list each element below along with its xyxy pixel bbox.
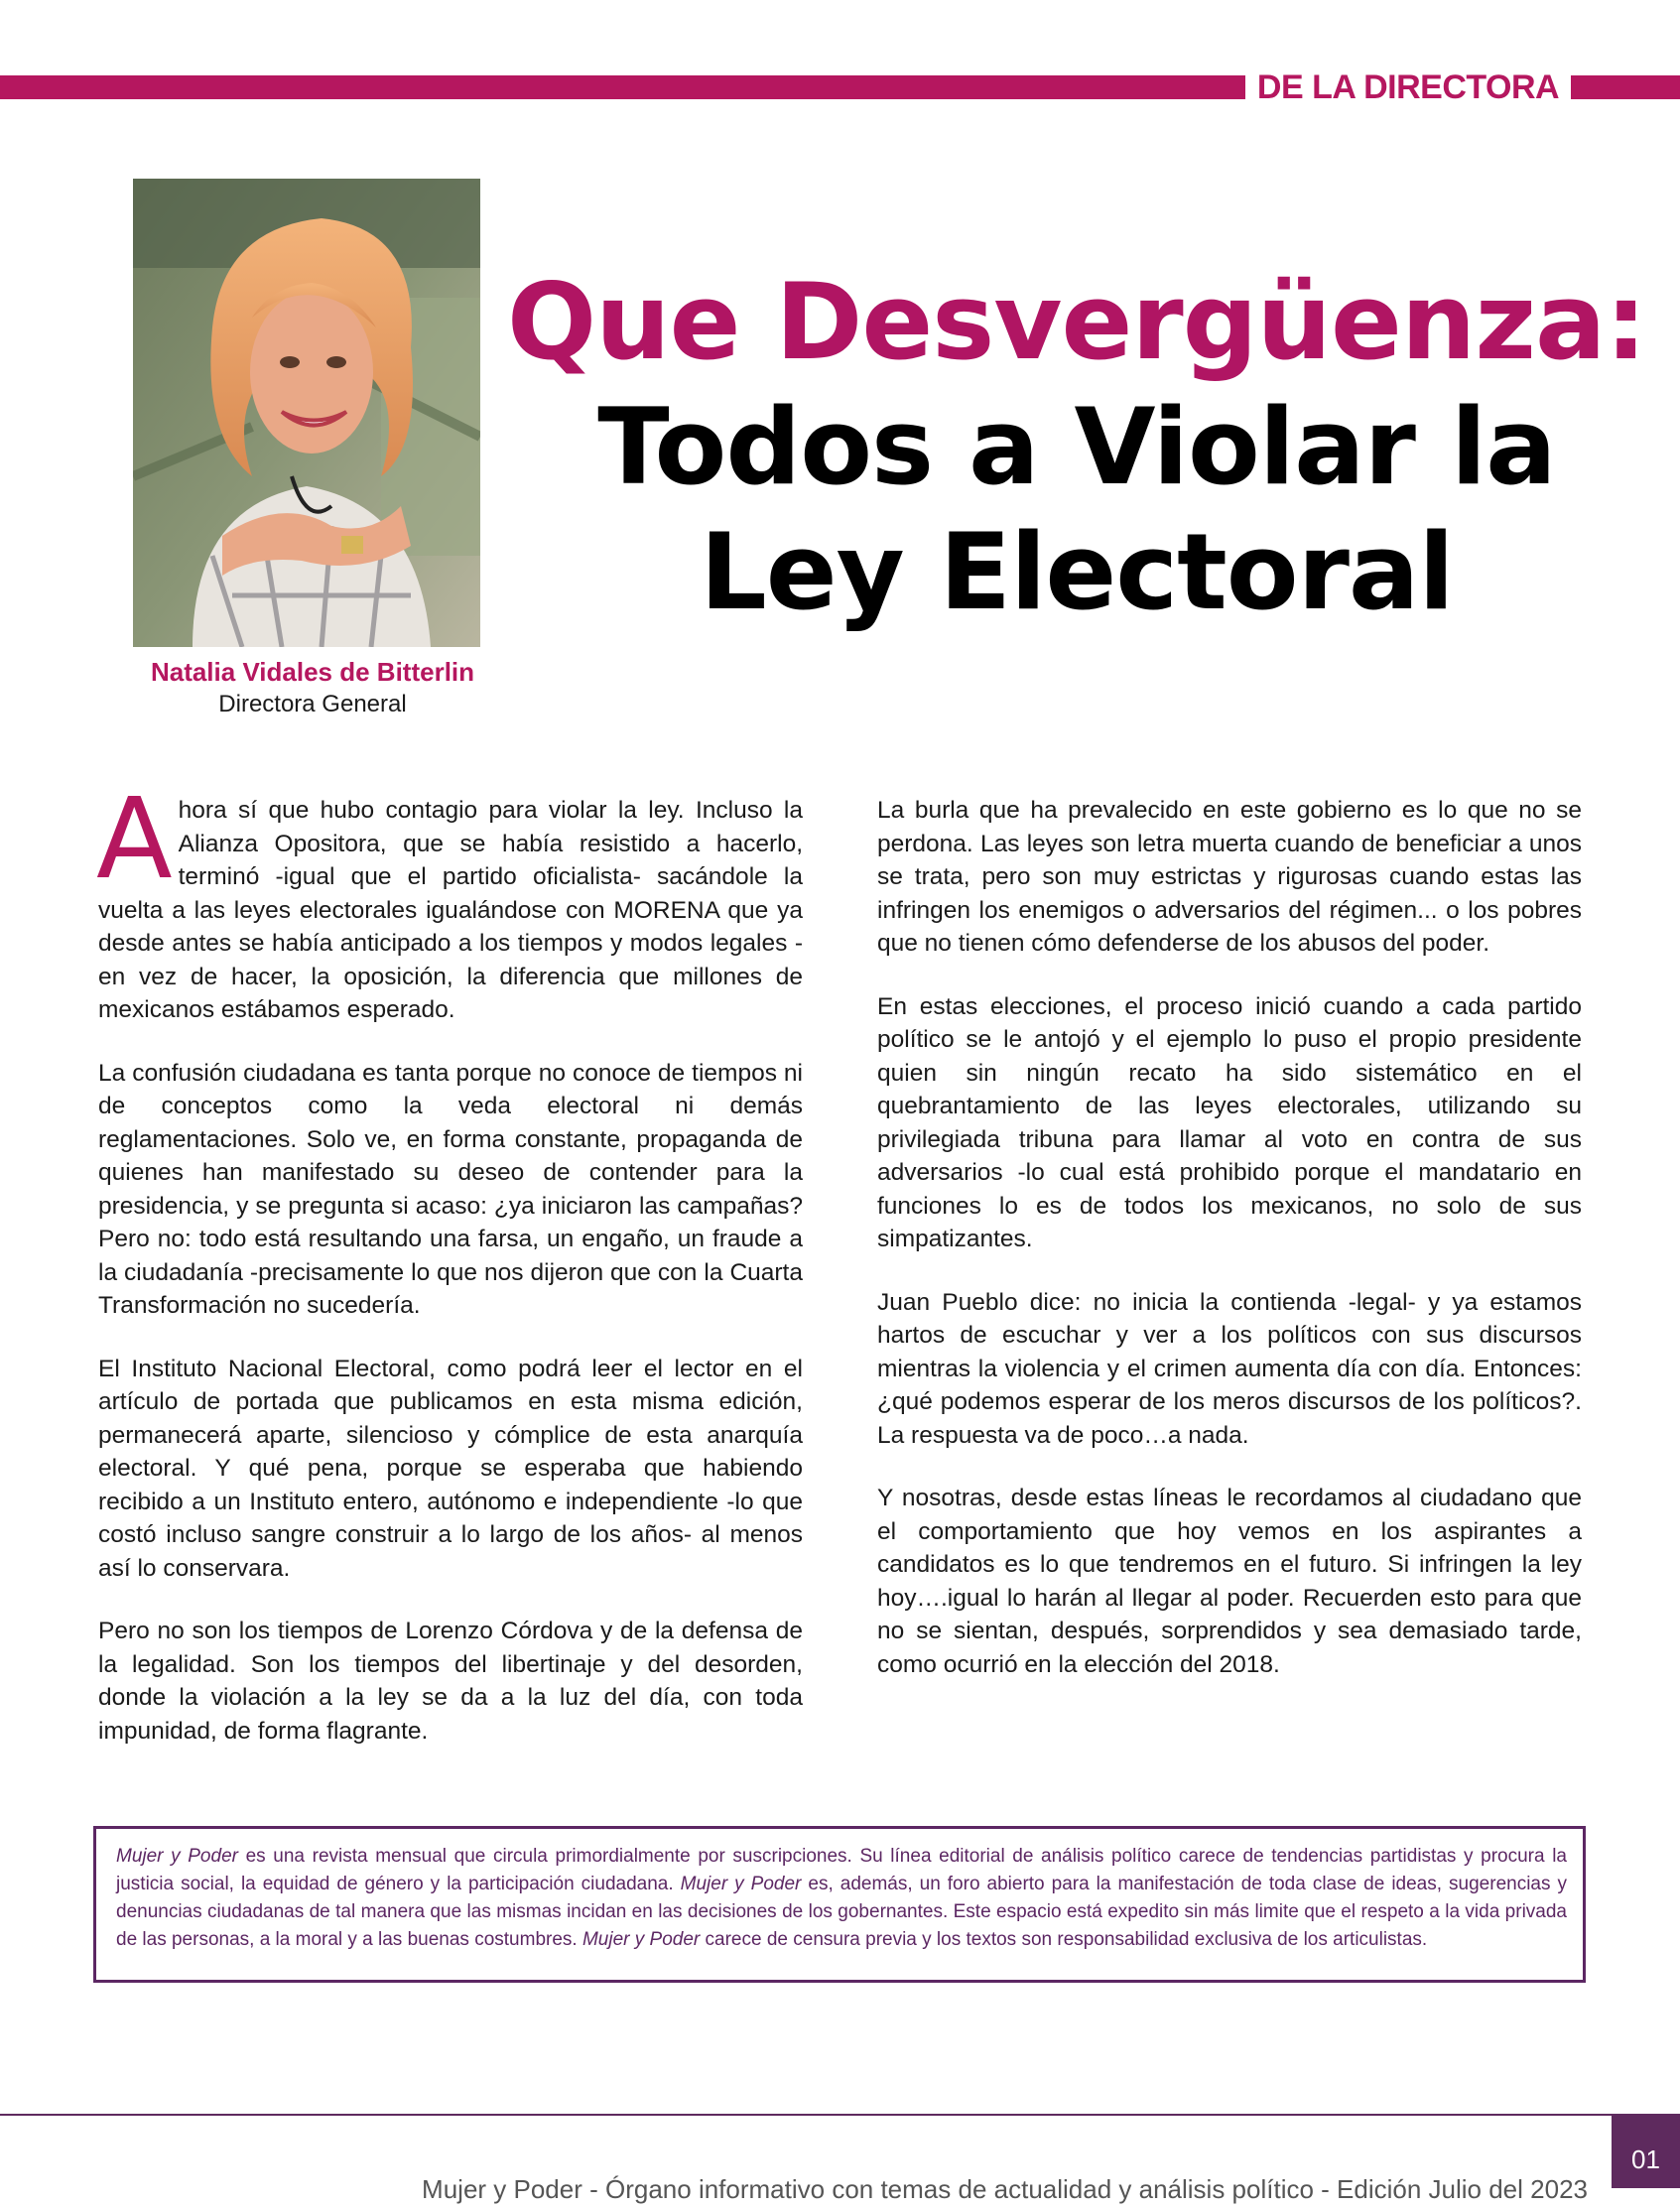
note-text: es, además, un foro abierto para la manifestación de toda clase de ideas, sugerencias y denuncias ciudadanas de tal manera que las mismas incidan en las decisiones de los gobernantes. Este espacio está expedito sin más limite que el respeto a la vida privada de las personas, a la moral y a las buenas costumbres. (116, 1874, 1567, 1950)
brand-name: Mujer y Poder (582, 1929, 701, 1950)
article-paragraph: Juan Pueblo dice: no inicia la contienda -legal- y ya estamos hartos de escuchar y ver a los políticos con sus discursos mientras la violencia y el crimen aumenta día con día. Entonces: ¿qué podemos esperar de los meros discursos de los políticos?. La respuesta va de poco…a nada. (877, 1288, 1582, 1449)
note-text: es una revista mensual que circula primordialmente por suscripciones. Su línea editorial de análisis político carece de tendencias partidistas y procura la justicia social, la equidad de género y la participación ciudadana. (116, 1846, 1567, 1894)
author-role: Directora General (218, 691, 407, 717)
header-rule-right (1571, 75, 1680, 99)
article-paragraph: Pero no son los tiempos de Lorenzo Córdova y de la defensa de la legalidad. Son los tiempos del libertinaje y del desorden, donde la violación a la ley se da a la luz del día, con toda impunidad, de forma flagrante. (98, 1618, 803, 1745)
article-title (496, 260, 1657, 635)
article-paragraph: En estas elecciones, el proceso inició cuando a cada partido político se le antojó y el ejemplo lo puso el propio presidente quien sin ningún recato ha sido sistemático en el quebrantamiento de las leyes electorales, utilizando su privilegiada tribuna para llamar al voto en contra de sus adversarios -lo cual está prohibido porque el mandatario en funciones lo es de todos los mexicanos, no solo de sus simpatizantes. (877, 992, 1582, 1252)
page-number-box (1612, 2114, 1680, 2188)
author-photo (133, 179, 480, 647)
author-portrait-icon (133, 179, 480, 647)
paragraph-text: hora sí que hubo contagio para violar la ley. Incluso la Alianza Opositora, que se había resistido a hacerlo, terminó -igual que el partido oficialista- sacándole la vuelta a las leyes electorales igualándose con MORENA que ya desde antes se había anticipado a los tiempos y modos legales -en vez de hacer, la oposición, la diferencia que millones de mexicanos estábamos esperado. (98, 797, 803, 1023)
article-column-right (877, 794, 1582, 1711)
article-paragraph: Y nosotras, desde estas líneas le recordamos al ciudadano que el comportamiento que hoy vemos en los aspirantes a candidatos es lo que tendremos en el futuro. Si infringen la ley hoy….igual lo harán al llegar al poder. Recuerden esto para que no se sientan, después, sorprendidos y sea demasiado tarde, como ocurrió en la elección del 2018. (877, 1485, 1582, 1678)
header-rule-left (0, 75, 1245, 99)
article-column-left (96, 775, 803, 1777)
note-text: carece de censura previa y los textos son responsabilidad exclusiva de los articulistas. (700, 1929, 1428, 1950)
drop-cap: A (96, 775, 173, 904)
title-line-2: Todos a Violar la (597, 386, 1556, 508)
footer-rule (0, 2114, 1612, 2116)
editorial-note-box (93, 1826, 1586, 1983)
title-line-3: Ley Electoral (700, 511, 1454, 633)
author-name: Natalia Vidales de Bitterlin (150, 657, 475, 687)
footer-text: Mujer y Poder - Órgano informativo con temas de actualidad y análisis político - Edición Julio del 2023 (422, 2174, 1588, 2204)
article-paragraph: La burla que ha prevalecido en este gobierno es lo que no se perdona. Las leyes son letra muerta cuando de beneficiar a unos se trata, pero son muy estrictas y rigurosas cuando estas las infringen los enemigos o adversarios del régimen... o los pobres que no tienen cómo defenderse de los abusos del poder. (877, 797, 1582, 957)
section-label: DE LA DIRECTORA (1256, 68, 1560, 106)
article-paragraph (96, 775, 803, 1027)
brand-name: Mujer y Poder (116, 1846, 238, 1867)
title-line-1: Que Desvergüenza: (507, 261, 1646, 383)
page-number: 01 (1631, 2144, 1660, 2174)
brand-name: Mujer y Poder (680, 1874, 802, 1894)
article-paragraph: El Instituto Nacional Electoral, como podrá leer el lector en el artículo de portada que publicamos en esta misma edición, permanecerá aparte, silencioso y cómplice de esta anarquía electoral. Y qué pena, porque se esperaba que habiendo recibido a un Instituto entero, autónomo e independiente -lo que costó incluso sangre construir a lo largo de los años- al menos así lo conservara. (98, 1355, 803, 1582)
article-paragraph: La confusión ciudadana es tanta porque no conoce de tiempos ni de conceptos como la veda electoral ni demás reglamentaciones. Solo ve, en forma constante, propaganda de quienes han manifestado su deseo de contender para la presidencia, y se pregunta si acaso: ¿ya iniciaron las campañas? Pero no: todo está resultando una farsa, un engaño, un fraude a la ciudadanía -precisamente lo que nos dijeron que con la Cuarta Transformación no sucedería. (98, 1059, 803, 1319)
